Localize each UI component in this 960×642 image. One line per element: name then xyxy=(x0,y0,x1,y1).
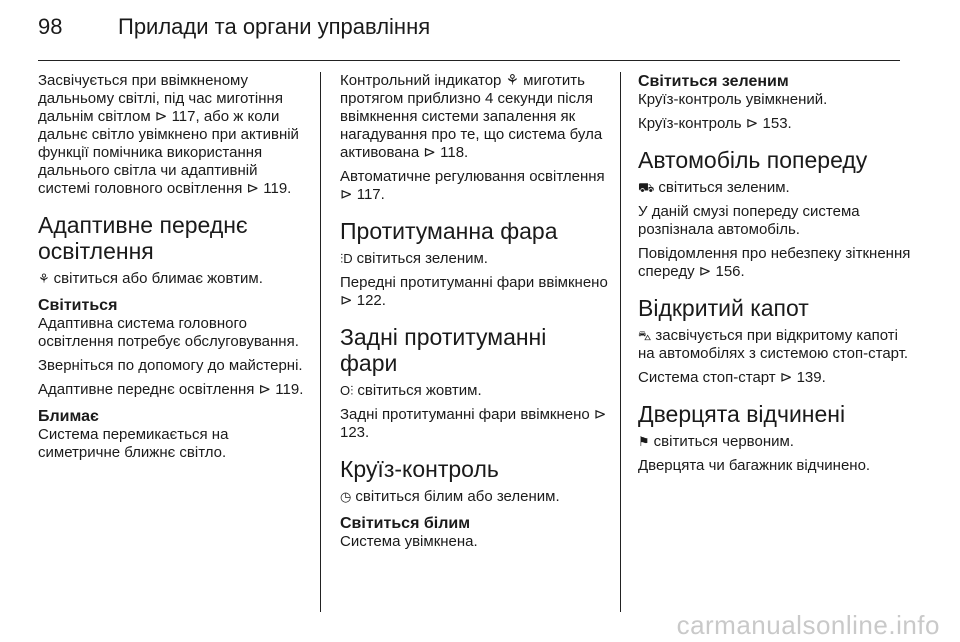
section-heading: Дверцята відчинені xyxy=(638,401,846,427)
paragraph: Автоматичне регулювання освітлення ⊳ 117. xyxy=(340,168,605,203)
paragraph-text: засвічується при відкритому капоті на автомобілях з системою стоп-старт. xyxy=(638,327,909,362)
paragraph: Адаптивна система головного освітлення потребує обслуговування. xyxy=(38,315,299,350)
cruise-control-icon: ◷ xyxy=(340,489,352,504)
column-3 xyxy=(638,72,918,481)
paragraph-text: світиться білим або зеленим. xyxy=(355,488,560,505)
section-heading: Протитуманна фара xyxy=(340,218,558,244)
paragraph: Засвічується при ввімкненому дальньому світлі, під час миготіння дальнім світлом ⊳ 117, або ж коли дальнє світло увімкнено при активній функції помічника використання дальнього світла чи адаптивній системі головного освітлення ⊳ 119. xyxy=(38,72,299,197)
paragraph xyxy=(638,179,918,197)
adaptive-light-icon: ⚘ xyxy=(38,271,50,286)
paragraph: Система перемикається на симетричне ближнє світло. xyxy=(38,426,229,461)
paragraph: Зверніться по допомогу до майстерні. xyxy=(38,357,303,374)
paragraph xyxy=(340,382,610,400)
paragraph: У даній смузі попереду система розпізнала автомобіль. xyxy=(638,203,860,238)
section-heading: Задні протитуманні фари xyxy=(340,324,547,376)
paragraph: Адаптивне переднє освітлення ⊳ 119. xyxy=(38,381,304,398)
rear-fog-light-icon: O⫶ xyxy=(340,383,354,398)
column-1 xyxy=(38,72,308,468)
paragraph: Дверцята чи багажник відчинено. xyxy=(638,457,871,474)
bonnet-open-icon: ⛍ xyxy=(638,328,652,343)
page-header xyxy=(38,14,430,44)
paragraph-text: світиться або блимає жовтим. xyxy=(53,270,263,287)
sub-heading: Світиться зеленим xyxy=(638,73,789,90)
paragraph-text: світиться червоним. xyxy=(653,433,794,450)
vehicle-ahead-icon: ⛟ xyxy=(638,180,655,195)
header-rule xyxy=(38,60,900,61)
fog-light-icon: ⫶D xyxy=(340,251,353,266)
paragraph xyxy=(638,433,918,451)
paragraph xyxy=(638,327,918,363)
paragraph-text: світиться жовтим. xyxy=(357,382,482,399)
paragraph xyxy=(340,488,610,506)
column-divider xyxy=(320,72,321,612)
paragraph: Круїз-контроль ⊳ 153. xyxy=(638,115,792,132)
paragraph: Контрольний індикатор ⚘ миготить протягом приблизно 4 секунди після ввімкнення системи запалення як нагадування про те, що система була активована ⊳ 118. xyxy=(340,72,603,161)
door-open-icon: ⚑ xyxy=(638,434,650,449)
section-heading: Круїз-контроль xyxy=(340,456,499,482)
page-title: Прилади та органи управління xyxy=(118,14,431,39)
paragraph: Передні протитуманні фари ввімкнено ⊳ 122. xyxy=(340,274,608,309)
paragraph: Задні протитуманні фари ввімкнено ⊳ 123. xyxy=(340,406,607,441)
paragraph-text: світиться зеленим. xyxy=(356,250,488,267)
sub-heading: Світиться xyxy=(38,297,118,314)
paragraph: Система стоп-старт ⊳ 139. xyxy=(638,369,826,386)
paragraph: Повідомлення про небезпеку зіткнення спереду ⊳ 156. xyxy=(638,245,911,280)
watermark: carmanualsonline.info xyxy=(676,610,940,640)
paragraph xyxy=(38,270,308,288)
sub-heading: Світиться білим xyxy=(340,515,471,532)
paragraph: Круїз-контроль увімкнений. xyxy=(638,91,828,108)
paragraph-text: світиться зеленим. xyxy=(658,179,790,196)
page-number: 98 xyxy=(38,14,63,39)
section-heading: Адаптивне переднє освітлення xyxy=(38,212,248,264)
section-heading: Автомобіль попереду xyxy=(638,147,868,173)
section-heading: Відкритий капот xyxy=(638,295,809,321)
paragraph: Система увімкнена. xyxy=(340,533,478,550)
sub-heading: Блимає xyxy=(38,408,99,425)
column-divider xyxy=(620,72,621,612)
paragraph xyxy=(340,250,610,268)
column-2 xyxy=(340,72,610,557)
